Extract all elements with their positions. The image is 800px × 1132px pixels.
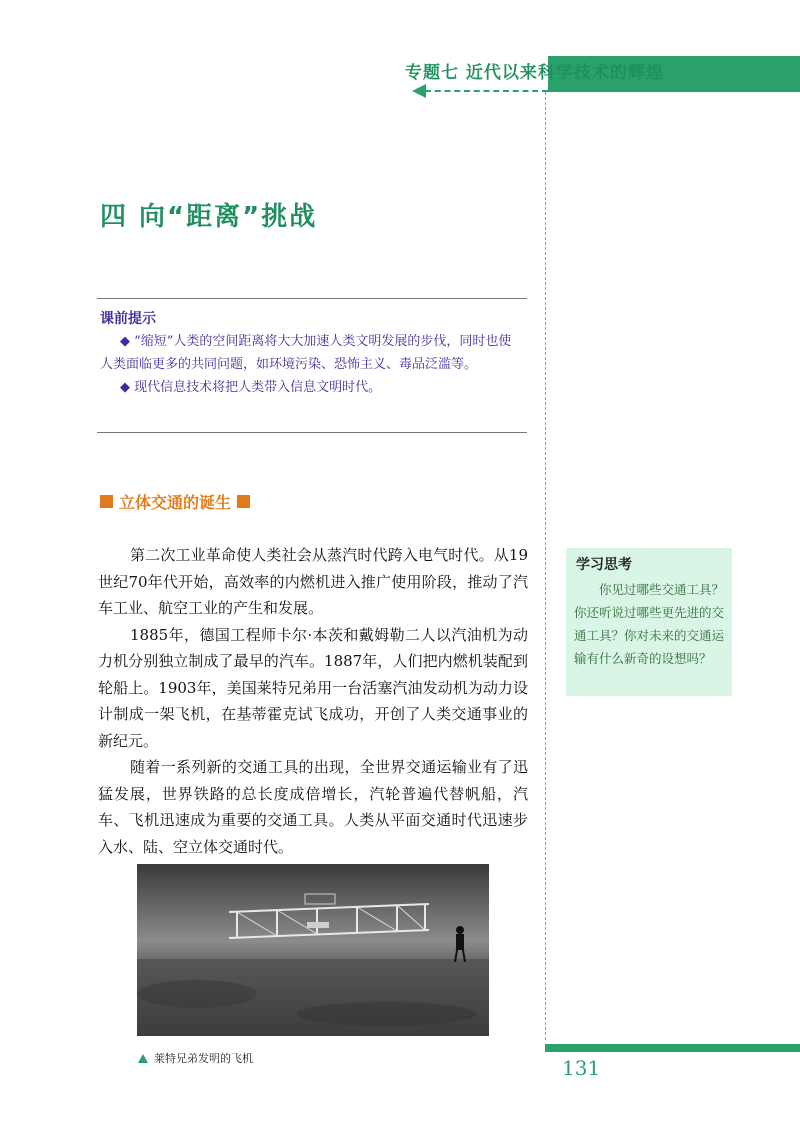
study-think-title: 学习思考	[576, 557, 632, 573]
square-marker-icon	[237, 495, 250, 508]
study-think-text: 你见过哪些交通工具？你还听说过哪些更先进的交通工具？你对未来的交通运输有什么新奇的设想吗？	[574, 582, 725, 666]
chapter-title: 专题七 近代以来科学技术的辉煌	[405, 63, 664, 83]
paragraph-3: 随着一系列新的交通工具的出现，全世界交通运输业有了迅猛发展，世界铁路的总长度成倍增长，汽轮普遍代替帆船，汽车、飞机迅速成为重要的交通工具。人类从平面交通时代迅速步入水、陆、空立体交通时代。	[98, 758, 528, 856]
diamond-bullet-icon: ◆	[120, 380, 130, 395]
paragraph-1: 第二次工业革命使人类社会从蒸汽时代跨入电气时代。从19世纪70年代开始，高效率的内燃机进入推广使用阶段，推动了汽车工业、航空工业的产生和发展。	[98, 546, 528, 617]
tip-item-2	[100, 376, 522, 399]
header-dashed-line	[425, 90, 548, 92]
caption-triangle-icon	[138, 1054, 148, 1063]
diamond-bullet-icon: ◆	[120, 334, 130, 349]
tips-body	[100, 330, 522, 399]
tips-title: 课前提示	[100, 311, 156, 327]
main-text	[98, 542, 528, 860]
section-title: 立体交通的诞生	[119, 493, 232, 512]
tip-text-1: “缩短”人类的空间距离将大大加速人类文明发展的步伐，同时也使人类面临更多的共同问题，如环境污染、恐怖主义、毒品泛滥等。	[100, 334, 512, 372]
lesson-title: 四 向“距离”挑战	[100, 202, 318, 232]
tips-bottom-rule	[97, 432, 527, 433]
figure-caption	[138, 1050, 253, 1066]
page-number: 131	[562, 1056, 601, 1080]
tip-text-2: 现代信息技术将把人类带入信息文明时代。	[134, 380, 382, 395]
section-heading	[100, 490, 250, 513]
footer-bar	[545, 1044, 800, 1052]
tips-top-rule	[97, 298, 527, 299]
header-arrow-icon	[412, 84, 426, 98]
margin-divider	[545, 92, 546, 1040]
caption-text: 莱特兄弟发明的飞机	[154, 1052, 253, 1065]
paragraph-2: 1885年，德国工程师卡尔·本茨和戴姆勒二人以汽油机为动力机分别独立制成了最早的汽车。1887年，人们把内燃机装配到轮船上。1903年，美国莱特兄弟用一台活塞汽油发动机为动力设计制成一架飞机，在基蒂霍克试飞成功，开创了人类交通事业的新纪元。	[98, 625, 528, 750]
square-marker-icon	[100, 495, 113, 508]
wright-flyer-photo	[137, 864, 489, 1036]
tip-item-1	[100, 330, 522, 376]
